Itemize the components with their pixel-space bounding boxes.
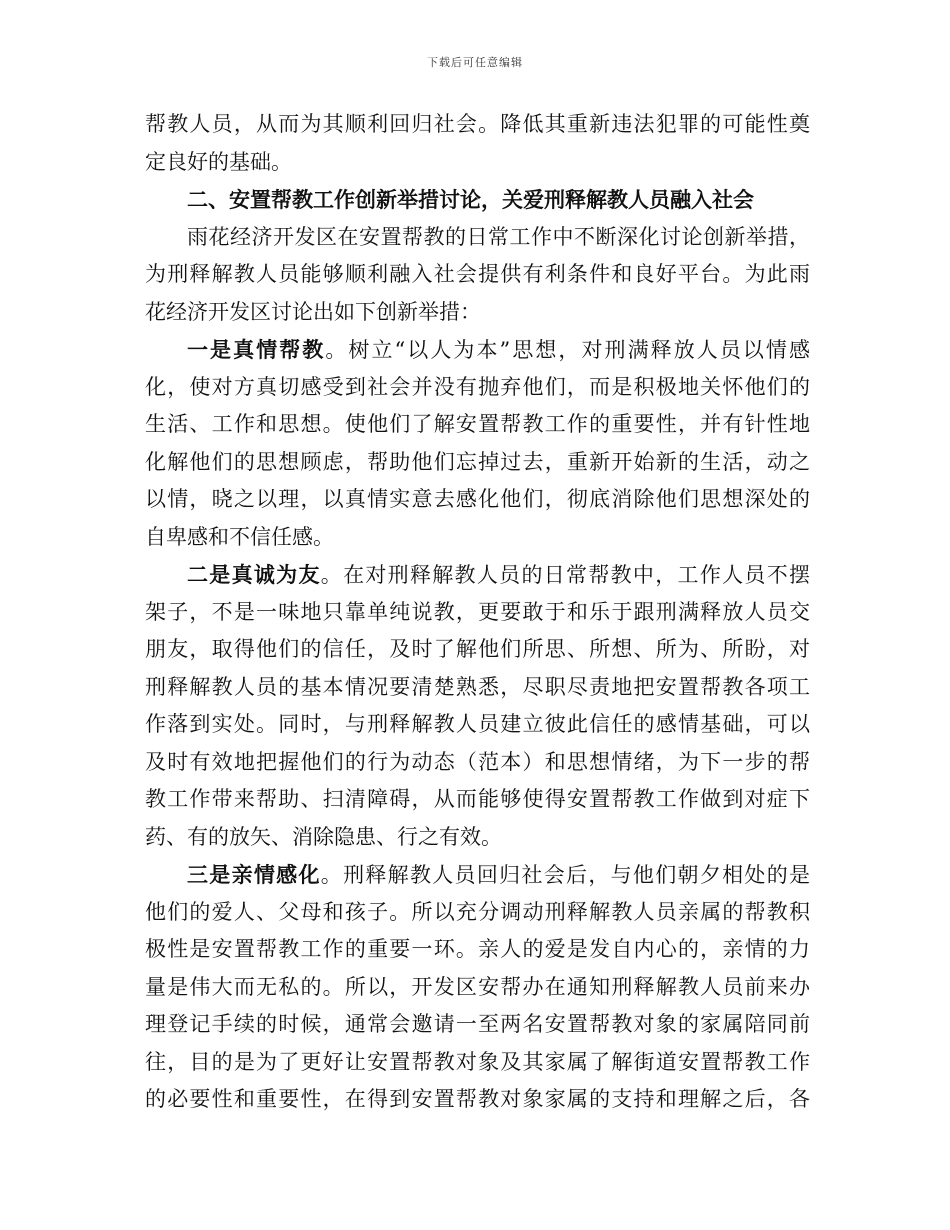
- body-line: 朋友，取得他们的信任，及时了解他们所思、所想、所为、所盼，对: [145, 637, 810, 661]
- body-line: 极性是安置帮教工作的重要一环。亲人的爱是发自内心的，亲情的力: [145, 937, 810, 961]
- body-line: 往，目的是为了更好让安置帮教对象及其家属了解街道安置帮教工作: [145, 1049, 810, 1074]
- paragraph-lead: 一是真情帮教: [187, 337, 326, 362]
- body-line: 化解他们的思想顾虑，帮助他们忘掉过去，重新开始新的生活，动之: [145, 449, 810, 474]
- body-line: 雨花经济开发区在安置帮教的日常工作中不断深化讨论创新举措，: [187, 224, 810, 249]
- body-line: 为刑释解教人员能够顺利融入社会提供有利条件和良好平台。为此雨: [145, 262, 810, 286]
- body-line: 生活、工作和思想。使他们了解安置帮教工作的重要性，并有针性地: [145, 412, 810, 436]
- paragraph-lead: 二是真诚为友: [187, 562, 321, 587]
- document-body: [145, 106, 810, 1119]
- paragraph-lead-rest: 。树立“以人为本”思想，对刑满释放人员以情感: [325, 338, 810, 362]
- body-line: 量是伟大而无私的。所以，开发区安帮办在通知刑释解教人员前来办: [145, 974, 810, 999]
- section-heading: 二、安置帮教工作创新举措讨论，关爱刑释解教人员融入社会: [187, 187, 754, 212]
- paragraph-lead-rest: 。刑释解教人员回归社会后，与他们朝夕相处的是: [320, 863, 811, 887]
- paragraph-lead-line: [145, 556, 810, 594]
- paragraph-lead-line: [145, 856, 810, 894]
- body-line: 他们的爱人、父母和孩子。所以充分调动刑释解教人员亲属的帮教积: [145, 899, 810, 924]
- body-line: 教工作带来帮助、扫清障碍，从而能够使得安置帮教工作做到对症下: [145, 787, 810, 811]
- body-line: 刑释解教人员的基本情况要清楚熟悉，尽职尽责地把安置帮教各项工: [145, 674, 810, 699]
- body-line: 理登记手续的时候，通常会邀请一至两名安置帮教对象的家属陪同前: [145, 1012, 810, 1036]
- body-line: 花经济开发区讨论出如下创新举措：: [145, 299, 481, 324]
- paragraph-lead: 三是亲情感化: [187, 862, 321, 887]
- page-header: 下载后可任意编辑: [427, 56, 523, 69]
- body-line: 自卑感和不信任感。: [145, 524, 334, 549]
- paragraph-lead-rest: 。在对刑释解教人员的日常帮教中，工作人员不摆: [320, 563, 811, 587]
- body-line: 架子，不是一味地只靠单纯说教，更要敢于和乐于跟刑满释放人员交: [145, 599, 810, 624]
- body-line: 及时有效地把握他们的行为动态（范本）和思想情绪，为下一步的帮: [145, 749, 810, 774]
- paragraph-lead-line: [145, 331, 810, 369]
- body-line: 药、有的放矢、消除隐患、行之有效。: [145, 824, 502, 849]
- body-line: 的必要性和重要性，在得到安置帮教对象家属的支持和理解之后，各: [145, 1087, 810, 1111]
- body-line: 帮教人员，从而为其顺利回归社会。降低其重新违法犯罪的可能性奠: [145, 112, 810, 136]
- body-line: 作落到实处。同时，与刑释解教人员建立彼此信任的感情基础，可以: [145, 712, 810, 736]
- body-line: 定良好的基础。: [145, 149, 292, 174]
- body-line: 化，使对方真切感受到社会并没有抛弃他们，而是积极地关怀他们的: [145, 374, 810, 399]
- body-line: 以情，晓之以理，以真情实意去感化他们，彻底消除他们思想深处的: [145, 487, 810, 511]
